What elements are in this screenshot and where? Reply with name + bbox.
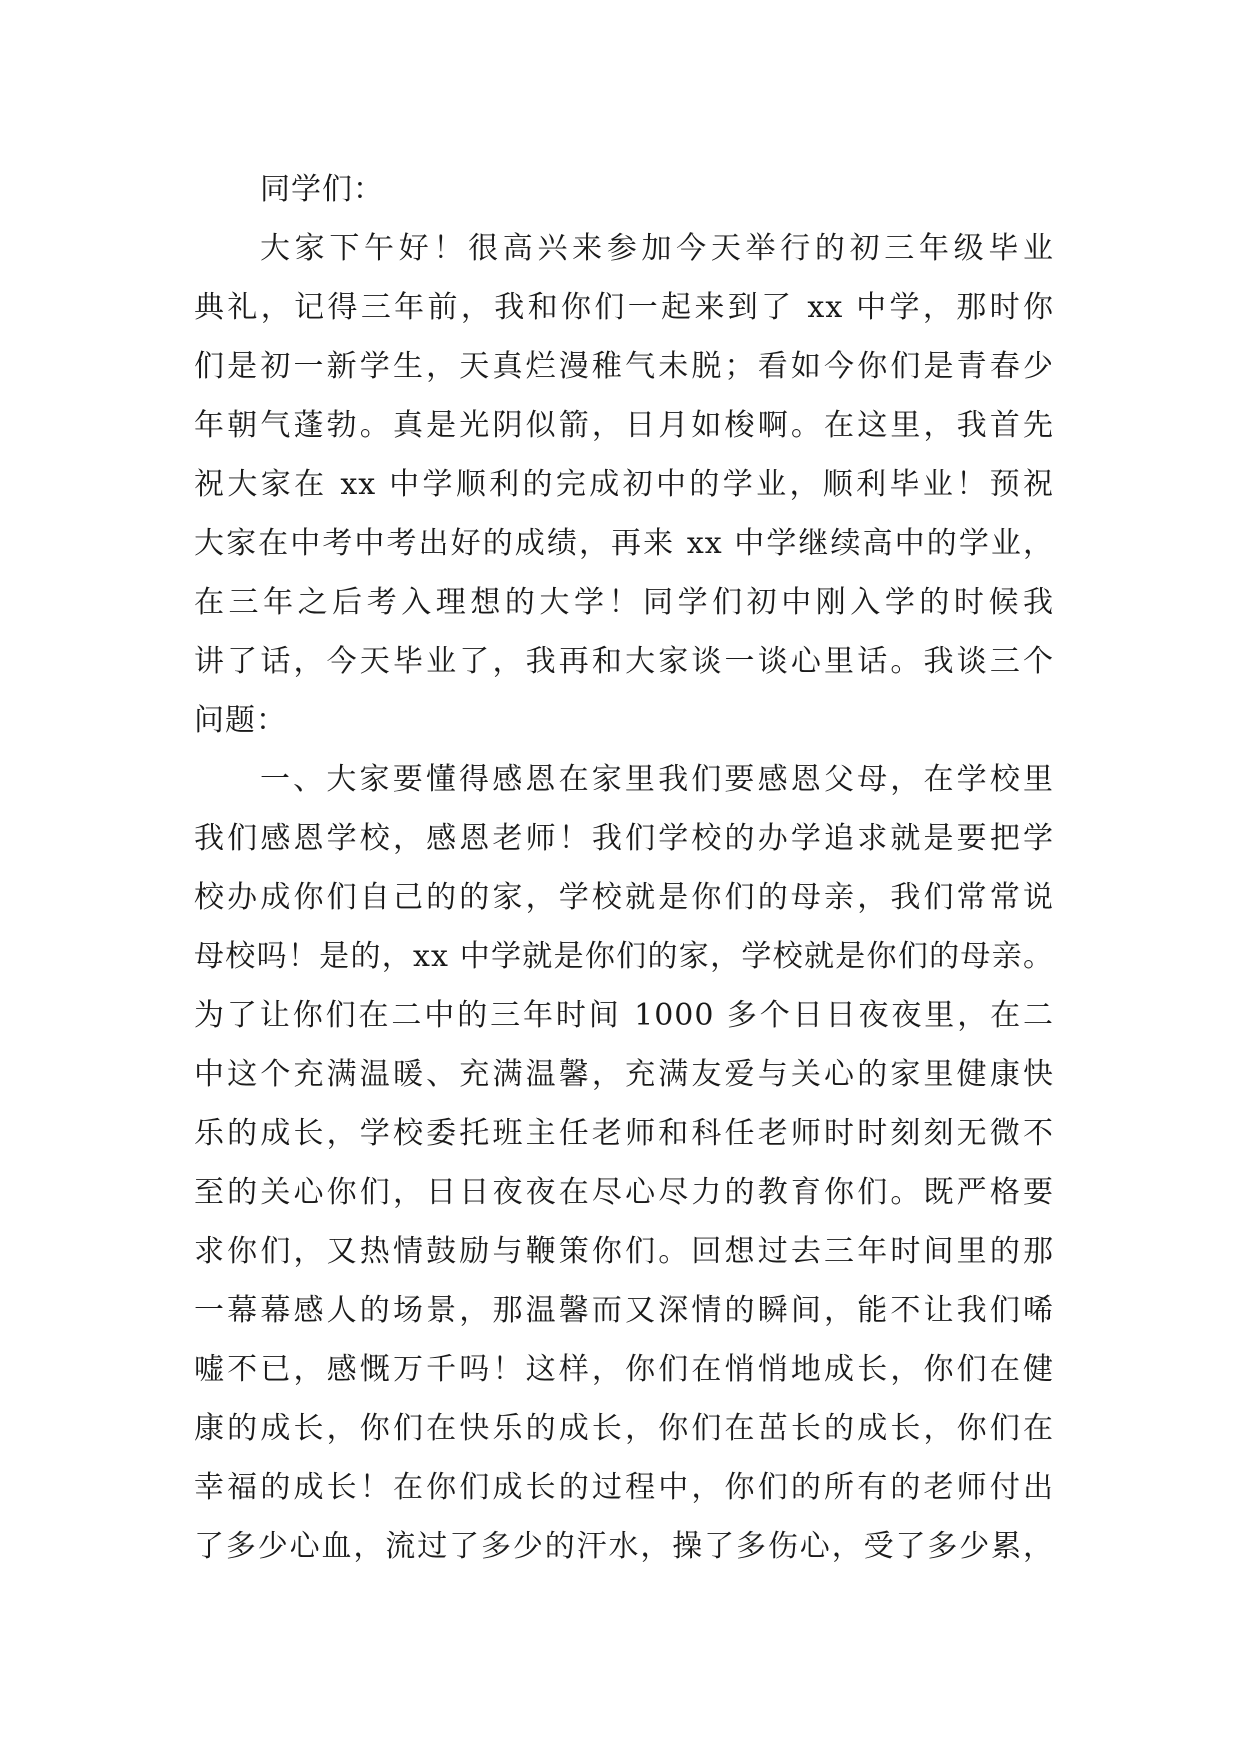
paragraph-line: 在三年之后考入理想的大学！同学们初中刚入学的时候我 xyxy=(194,585,1054,620)
salutation: 同学们： xyxy=(260,172,384,207)
paragraph-line: 一幕幕感人的场景，那温馨而又深情的瞬间，能不让我们唏 xyxy=(194,1293,1054,1328)
paragraph-line: 讲了话，今天毕业了，我再和大家谈一谈心里话。我谈三个 xyxy=(194,644,1054,679)
paragraph-1 xyxy=(194,219,1054,750)
paragraph-line: 我们感恩学校，感恩老师！我们学校的办学追求就是要把学 xyxy=(194,821,1054,856)
paragraph-line: 祝大家在 xx 中学顺利的完成初中的学业，顺利毕业！预祝 xyxy=(194,467,1054,502)
paragraph-line: 母校吗！是的，xx 中学就是你们的家，学校就是你们的母亲。 xyxy=(194,939,1054,974)
paragraph-line: 幸福的成长！在你们成长的过程中，你们的所有的老师付出 xyxy=(194,1470,1054,1505)
paragraph-line: 嘘不已，感慨万千吗！这样，你们在悄悄地成长，你们在健 xyxy=(194,1352,1054,1387)
document-body xyxy=(194,160,1054,1576)
paragraph-line: 典礼，记得三年前，我和你们一起来到了 xx 中学，那时你 xyxy=(194,290,1054,325)
paragraph-line: 了多少心血，流过了多少的汗水，操了多伤心，受了多少累， xyxy=(194,1529,1054,1564)
paragraph-2 xyxy=(194,750,1054,1576)
paragraph-line: 至的关心你们，日日夜夜在尽心尽力的教育你们。既严格要 xyxy=(194,1175,1054,1210)
paragraph-line: 为了让你们在二中的三年时间 1000 多个日日夜夜里，在二 xyxy=(194,998,1054,1033)
paragraph-line: 大家在中考中考出好的成绩，再来 xx 中学继续高中的学业， xyxy=(194,526,1054,561)
paragraph-line: 年朝气蓬勃。真是光阴似箭，日月如梭啊。在这里，我首先 xyxy=(194,408,1054,443)
paragraph-line: 一、大家要懂得感恩在家里我们要感恩父母，在学校里 xyxy=(260,762,1054,797)
paragraph-line: 康的成长，你们在快乐的成长，你们在茁长的成长，你们在 xyxy=(194,1411,1054,1446)
paragraph-line: 校办成你们自己的的家，学校就是你们的母亲，我们常常说 xyxy=(194,880,1054,915)
paragraph-line-last: 问题： xyxy=(194,703,287,738)
paragraph-line: 乐的成长，学校委托班主任老师和科任老师时时刻刻无微不 xyxy=(194,1116,1054,1151)
paragraph-line: 中这个充满温暖、充满温馨，充满友爱与关心的家里健康快 xyxy=(194,1057,1054,1092)
paragraph-line: 们是初一新学生，天真烂漫稚气未脱；看如今你们是青春少 xyxy=(194,349,1054,384)
paragraph-line: 大家下午好！很高兴来参加今天举行的初三年级毕业 xyxy=(260,231,1054,266)
paragraph-line: 求你们，又热情鼓励与鞭策你们。回想过去三年时间里的那 xyxy=(194,1234,1054,1269)
